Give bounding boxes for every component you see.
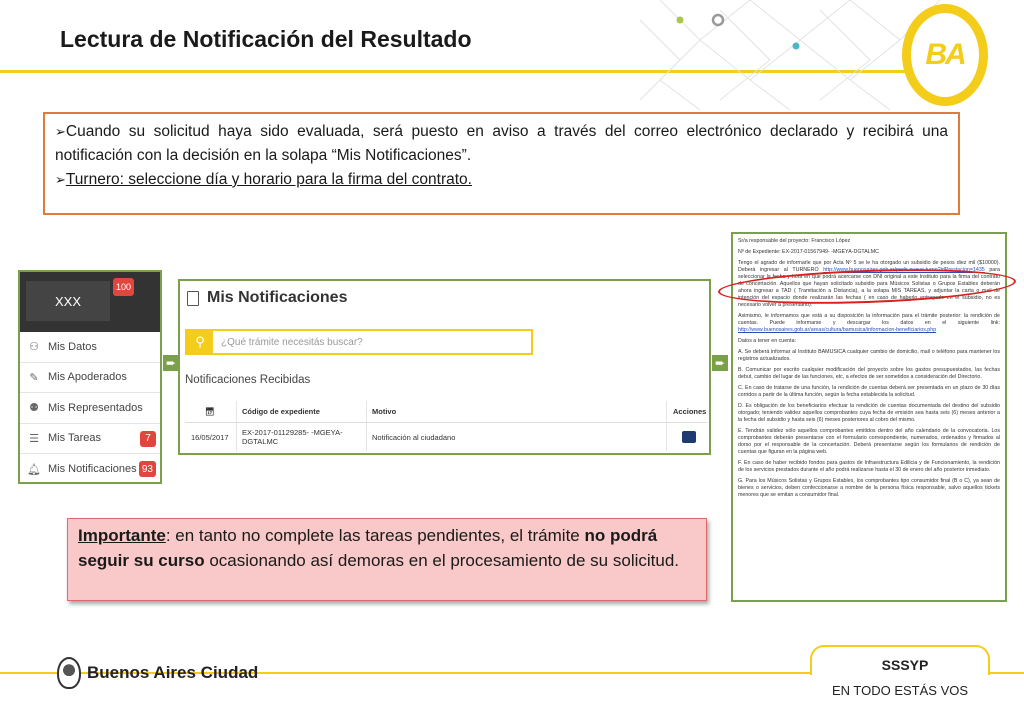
calendar-icon: 📅︎	[205, 407, 215, 416]
mail-action-button[interactable]	[682, 423, 696, 451]
deco-dot-green	[677, 17, 684, 24]
city-seal-icon	[57, 657, 81, 689]
tasks-icon: ☰	[29, 432, 39, 445]
doc-text: Asimismo, le informamos que está a su disposición la información para el trámite posterior: la rendición de cuentas. Puede informarse y descargar los datos en el siguiente link:	[738, 313, 1000, 326]
arrow-right-icon: ➨	[163, 355, 179, 371]
sidebar-item-mis-notificaciones[interactable]	[20, 454, 160, 485]
sidebar-item-label: Mis Notificaciones	[48, 463, 137, 476]
sidebar-item-label: Mis Tareas	[48, 432, 101, 445]
arrow-right-icon: ➨	[712, 355, 728, 371]
arrow-bullet-icon: ➢	[55, 124, 66, 139]
footer-org: SSSYP	[881, 657, 929, 673]
slide-title: Lectura de Notificación del Resultado	[60, 26, 472, 52]
doc-item-d: D. Es obligación de los beneficiarios efectuar la rendición de cuentas documentada del destino del subsidio otorgado; teniendo validez aquellos comprobantes cuya fecha de emisión sea hasta seis (6) meses anterior a la fecha del subsidio y hasta seis (6) meses posteriores al cobro del mismo.	[738, 403, 1000, 423]
doc-item-e: E. Tendrán validez sólo aquellos comprobantes emitidos dentro del año calendario de la convocatoria. Los comprobantes deberán presentarse con el formulario correspondiente, numerados, ordenados y firmados al dorso por el responsable de la concertación. Deberá presentarse según los formularios de rendición de cuentas que figuran en la página web.	[738, 428, 1000, 455]
search-bar[interactable]	[185, 329, 533, 355]
doc-text: para seleccionar la fecha y hora en que podrá acercarse con DNI original a este Instituto para la firma del contrato de concertación. Aquellos que hayan solicitado subsidio para Músicos Solistas o Grupos Estables deberán ahora ingresar a TAD ( Tramitación a Distancia), a la solapa MIS TAREAS, y adjuntar la carta o mail de intención del espacio donde realizarán las fechas ( en caso de haberlo entregado en el subsidio, no es necesario volver a presentarlo).	[738, 267, 1000, 308]
footer-logo	[57, 657, 258, 689]
notifications-count-badge: 93	[139, 461, 156, 477]
doc-item-c: C. En caso de tratarse de una función, la rendición de cuentas deberá ser presentada en un plazo de 30 días corridos a partir de la última función, según la fecha establecida la solicitud.	[738, 385, 1000, 398]
sidebar-item-label: Mis Datos	[48, 340, 97, 353]
sidebar-item-mis-representados[interactable]	[20, 393, 160, 424]
notifications-title	[187, 289, 347, 307]
beneficiarios-link[interactable]: http://www.buenosaires.gob.ar/areas/cultura/bamusica/informacion-beneficiarios.php	[738, 327, 937, 333]
doc-item-b: B. Comunicar por escrito cualquier modificación del proyecto sobre los gastos presupuestados, las fechas debut, cambio del lugar de las funciones, etc, a efectos de ser sometidos a consideración del Directorio.	[738, 367, 1000, 380]
important-lead: Importante	[78, 526, 166, 545]
important-bold: no podrá seguir su curso	[78, 526, 658, 570]
tasks-count-badge: 7	[140, 431, 156, 447]
info-bullet-2-text: Turnero: seleccione día y horario para la firma del contrato.	[65, 171, 472, 188]
important-text: : en tanto no complete las tareas pendientes, el trámite	[165, 526, 585, 545]
deco-dot-teal	[793, 43, 800, 50]
notifications-title-text: Mis Notificaciones	[207, 289, 348, 306]
sidebar-item-label: Mis Representados	[48, 401, 143, 414]
turnero-link[interactable]: http://www.buenosaires.gob.ar/pedir-nuevo-turno?idPrestacion=1435	[823, 267, 985, 273]
info-box	[43, 112, 960, 215]
doc-expediente: Nº de Expediente: EX-2017-01567949- -MGEYA-DGTALMC	[738, 249, 879, 255]
doc-item-g: G. Para los Músicos Solistas y Grupos Estables, los comprobantes tipo consumidor final (B o C), ya sean de bienes o servicios, deben confeccionarse a nombre de la persona física responsable, salvo aquellos tickets menores que se emitan a consumidor final.	[738, 478, 1000, 498]
ba-logo-text: BA	[925, 38, 965, 71]
deco-ring	[713, 15, 723, 25]
column-header-code: Código de expediente	[242, 407, 320, 416]
table-header	[185, 401, 707, 423]
doc-recipient: Sr/a responsable del proyecto: Francisco López	[738, 238, 851, 244]
column-header-reason: Motivo	[372, 407, 397, 416]
user-icon: ⚇	[29, 341, 39, 354]
footer-brand: Buenos Aires Ciudad	[87, 663, 259, 682]
important-box	[67, 518, 707, 601]
ba-logo	[902, 4, 988, 106]
info-bullet-1-text: Cuando su solicitud haya sido evaluada, será puesto en aviso a través del correo electrónico declarado y recibirá una notificación con la decisión en la solapa “Mis Notificaciones”.	[55, 123, 948, 164]
info-bullet-2	[55, 168, 948, 192]
sidebar-item-mis-apoderados[interactable]	[20, 363, 160, 394]
important-text-end: ocasionando así demoras en el procesamiento de su solicitud.	[204, 551, 679, 570]
row-date: 16/05/2017	[191, 432, 229, 442]
doc-datos-heading: Datos a tener en cuenta:	[738, 338, 797, 344]
info-bullet-1	[55, 120, 948, 168]
sidebar-item-mis-datos[interactable]	[20, 332, 160, 363]
group-icon: ⚉	[29, 402, 39, 415]
document-icon	[187, 291, 199, 306]
doc-item-f: F. En caso de haber recibido fondos para gastos de Infraestructura Edilicia y de Funcionamiento, la rendición de los servicios prestados durante el año podrá realizarse hasta el 30 de enero del año posterior inmediato.	[738, 460, 1000, 473]
top-notification-badge: 100	[113, 278, 134, 296]
received-label: Notificaciones Recibidas	[185, 374, 311, 386]
column-header-actions: Acciones	[673, 407, 707, 416]
arrow-bullet-icon: ➢	[55, 172, 66, 187]
doc-paragraph-rendicion	[738, 313, 1000, 334]
footer-slogan: EN TODO ESTÁS VOS	[831, 683, 969, 698]
search-input[interactable]: ¿Qué trámite necesitás buscar?	[221, 336, 363, 348]
user-name[interactable]: XXX	[26, 281, 110, 321]
doc-text: Tengo el agrado de informarle que por Acta Nº 5 se le ha otorgado un subsidio de pesos diez mil ($10000). Deberá ingresar al TURNERO	[738, 260, 1000, 273]
notifications-panel	[178, 279, 711, 455]
row-reason: Notificación al ciudadano	[372, 432, 456, 442]
sidebar-item-label: Mis Apoderados	[48, 371, 127, 384]
sidebar-panel	[18, 270, 162, 484]
sidebar-header	[20, 272, 160, 332]
search-icon[interactable]: ⚲	[187, 331, 213, 353]
envelope-icon	[682, 431, 696, 443]
row-code: EX-2017-01129285- -MGEYA-DGTALMC	[242, 428, 343, 446]
sidebar-item-mis-tareas[interactable]	[20, 424, 160, 455]
edit-icon: ✎	[29, 371, 39, 384]
doc-item-a: A. Se deberá informar al Instituto BAMUSICA cualquier cambio de domicilio, mail o teléfono para mantener los registros actualizados.	[738, 349, 1000, 362]
table-row[interactable]	[185, 423, 707, 451]
bell-icon: 🔔︎	[27, 463, 41, 476]
